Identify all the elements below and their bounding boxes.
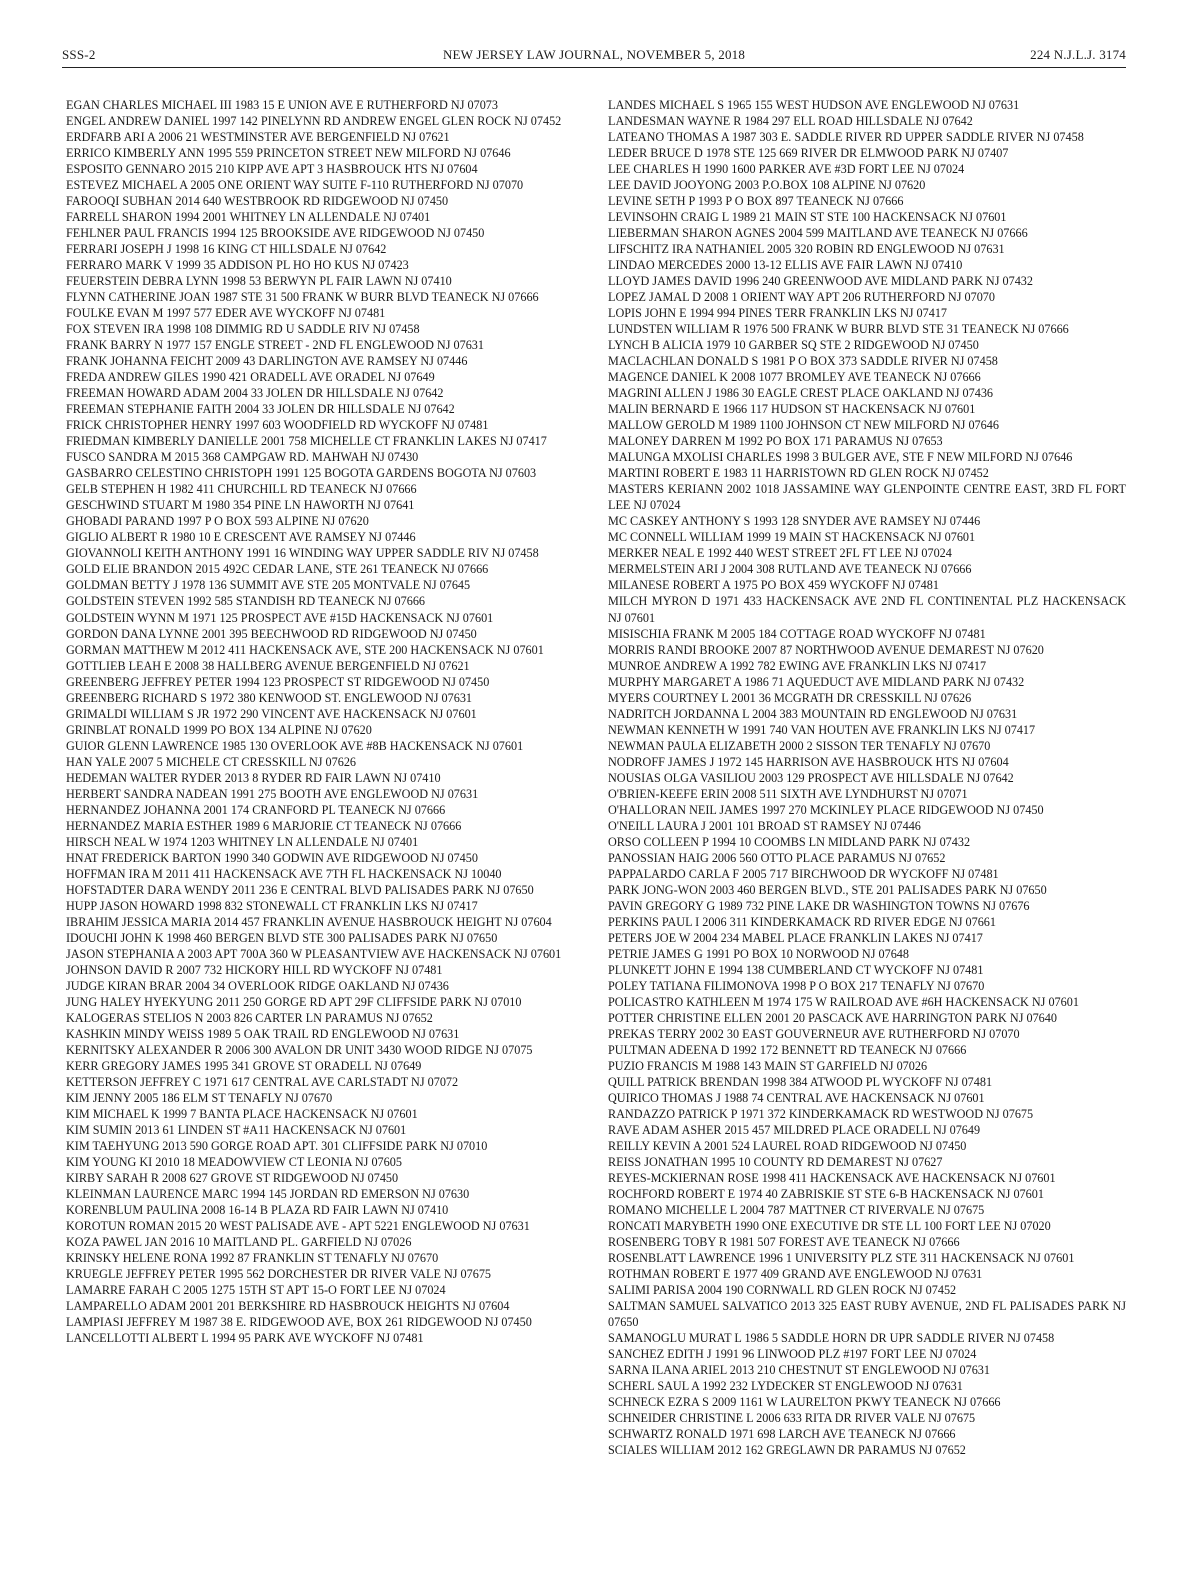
right-column: [608, 97, 1126, 1458]
attorney-entry: NEWMAN KENNETH W 1991 740 VAN HOUTEN AVE FRANKLIN LKS NJ 07417: [608, 722, 1036, 737]
attorney-entry: GASBARRO CELESTINO CHRISTOPH 1991 125 BOGOTA GARDENS BOGOTA NJ 07603: [66, 466, 537, 481]
attorney-entry: PAPPALARDO CARLA F 2005 717 BIRCHWOOD DR WYCKOFF NJ 07481: [608, 866, 999, 881]
attorney-entry: MALIN BERNARD E 1966 117 HUDSON ST HACKENSACK NJ 07601: [608, 402, 976, 417]
attorney-entry: LANDESMAN WAYNE R 1984 297 ELL ROAD HILLSDALE NJ 07642: [608, 114, 973, 129]
attorney-entry: MURPHY MARGARET A 1986 71 AQUEDUCT AVE MIDLAND PARK NJ 07432: [608, 674, 1025, 689]
attorney-entry: GUIOR GLENN LAWRENCE 1985 130 OVERLOOK AVE #8B HACKENSACK NJ 07601: [66, 738, 524, 753]
attorney-entry: MORRIS RANDI BROOKE 2007 87 NORTHWOOD AVENUE DEMAREST NJ 07620: [608, 642, 1044, 657]
attorney-entry: KIM JENNY 2005 186 ELM ST TENAFLY NJ 07670: [66, 1090, 333, 1105]
attorney-entry: LLOYD JAMES DAVID 1996 240 GREENWOOD AVE MIDLAND PARK NJ 07432: [608, 274, 1033, 289]
attorney-entry: GELB STEPHEN H 1982 411 CHURCHILL RD TEANECK NJ 07666: [66, 482, 417, 497]
left-column: [66, 97, 584, 1346]
attorney-entry: KOROTUN ROMAN 2015 20 WEST PALISADE AVE - APT 5221 ENGLEWOOD NJ 07631: [66, 1219, 530, 1234]
attorney-entry: KASHKIN MINDY WEISS 1989 5 OAK TRAIL RD ENGLEWOOD NJ 07631: [66, 1026, 460, 1041]
attorney-entry: ERDFARB ARI A 2006 21 WESTMINSTER AVE BERGENFIELD NJ 07621: [66, 130, 450, 145]
attorney-entry: O'HALLORAN NEIL JAMES 1997 270 MCKINLEY PLACE RIDGEWOOD NJ 07450: [608, 802, 1044, 817]
attorney-entry: PLUNKETT JOHN E 1994 138 CUMBERLAND CT WYCKOFF NJ 07481: [608, 962, 984, 977]
attorney-entry: JUDGE KIRAN BRAR 2004 34 OVERLOOK RIDGE OAKLAND NJ 07436: [66, 978, 449, 993]
citation-label: 224 N.J.L.J. 3174: [1030, 47, 1126, 62]
attorney-entry: SCHERL SAUL A 1992 232 LYDECKER ST ENGLEWOOD NJ 07631: [608, 1379, 963, 1394]
attorney-entry: JOHNSON DAVID R 2007 732 HICKORY HILL RD WYCKOFF NJ 07481: [66, 962, 443, 977]
attorney-entry: MAGENCE DANIEL K 2008 1077 BROMLEY AVE TEANECK NJ 07666: [608, 370, 981, 385]
attorney-entry: HEDEMAN WALTER RYDER 2013 8 RYDER RD FAIR LAWN NJ 07410: [66, 770, 441, 785]
attorney-entry: FLYNN CATHERINE JOAN 1987 STE 31 500 FRANK W BURR BLVD TEANECK NJ 07666: [66, 290, 539, 305]
attorney-entry: ENGEL ANDREW DANIEL 1997 142 PINELYNN RD ANDREW ENGEL GLEN ROCK NJ 07452: [66, 114, 562, 129]
attorney-entry: LEVINSOHN CRAIG L 1989 21 MAIN ST STE 100 HACKENSACK NJ 07601: [608, 210, 1007, 225]
attorney-entry: FERRARI JOSEPH J 1998 16 KING CT HILLSDALE NJ 07642: [66, 242, 387, 257]
attorney-entry: SCHWARTZ RONALD 1971 698 LARCH AVE TEANECK NJ 07666: [608, 1427, 956, 1442]
attorney-entry: FRICK CHRISTOPHER HENRY 1997 603 WOODFIELD RD WYCKOFF NJ 07481: [66, 418, 489, 433]
attorney-entry: IBRAHIM JESSICA MARIA 2014 457 FRANKLIN AVENUE HASBROUCK HEIGHT NJ 07604: [66, 914, 552, 929]
attorney-entry: MISISCHIA FRANK M 2005 184 COTTAGE ROAD WYCKOFF NJ 07481: [608, 626, 986, 641]
attorney-entry: LOPEZ JAMAL D 2008 1 ORIENT WAY APT 206 RUTHERFORD NJ 07070: [608, 290, 995, 305]
attorney-entry: KIM YOUNG KI 2010 18 MEADOWVIEW CT LEONIA NJ 07605: [66, 1155, 402, 1170]
attorney-entry: QUIRICO THOMAS J 1988 74 CENTRAL AVE HACKENSACK NJ 07601: [608, 1090, 985, 1105]
attorney-entry: SALIMI PARISA 2004 190 CORNWALL RD GLEN ROCK NJ 07452: [608, 1283, 957, 1298]
attorney-entry: LEDER BRUCE D 1978 STE 125 669 RIVER DR ELMWOOD PARK NJ 07407: [608, 146, 1009, 161]
attorney-entry: KERNITSKY ALEXANDER R 2006 300 AVALON DR UNIT 3430 WOOD RIDGE NJ 07075: [66, 1042, 533, 1057]
attorney-entry: KERR GREGORY JAMES 1995 341 GROVE ST ORADELL NJ 07649: [66, 1058, 422, 1073]
attorney-entry: HERBERT SANDRA NADEAN 1991 275 BOOTH AVE ENGLEWOOD NJ 07631: [66, 786, 479, 801]
attorney-entry: MYERS COURTNEY L 2001 36 MCGRATH DR CRESSKILL NJ 07626: [608, 690, 972, 705]
attorney-entry: KRUEGLE JEFFREY PETER 1995 562 DORCHESTER DR RIVER VALE NJ 07675: [66, 1267, 492, 1282]
attorney-entry: KALOGERAS STELIOS N 2003 826 CARTER LN PARAMUS NJ 07652: [66, 1010, 433, 1025]
attorney-entry: GOLD ELIE BRANDON 2015 492C CEDAR LANE, STE 261 TEANECK NJ 07666: [66, 562, 489, 577]
attorney-entry: KIM SUMIN 2013 61 LINDEN ST #A11 HACKENSACK NJ 07601: [66, 1123, 407, 1137]
publication-title: NEW JERSEY LAW JOURNAL, NOVEMBER 5, 2018: [442, 47, 746, 62]
attorney-entry: KORENBLUM PAULINA 2008 16-14 B PLAZA RD FAIR LAWN NJ 07410: [66, 1203, 449, 1218]
attorney-entry: SCHNECK EZRA S 2009 1161 W LAURELTON PKWY TEANECK NJ 07666: [608, 1395, 1001, 1410]
attorney-entry: KETTERSON JEFFREY C 1971 617 CENTRAL AVE CARLSTADT NJ 07072: [66, 1074, 459, 1089]
attorney-entry: GOTTLIEB LEAH E 2008 38 HALLBERG AVENUE BERGENFIELD NJ 07621: [66, 658, 470, 673]
attorney-entry: HAN YALE 2007 5 MICHELE CT CRESSKILL NJ 07626: [66, 754, 357, 769]
attorney-entry: MC CONNELL WILLIAM 1999 19 MAIN ST HACKENSACK NJ 07601: [608, 530, 976, 545]
attorney-entry: O'NEILL LAURA J 2001 101 BROAD ST RAMSEY NJ 07446: [608, 818, 921, 833]
attorney-entry: ORSO COLLEEN P 1994 10 COOMBS LN MIDLAND PARK NJ 07432: [608, 834, 971, 849]
attorney-entry: SANCHEZ EDITH J 1991 96 LINWOOD PLZ #197 FORT LEE NJ 07024: [608, 1347, 977, 1362]
attorney-entry: FUSCO SANDRA M 2015 368 CAMPGAW RD. MAHWAH NJ 07430: [66, 450, 419, 465]
attorney-entry: POLICASTRO KATHLEEN M 1974 175 W RAILROAD AVE #6H HACKENSACK NJ 07601: [608, 994, 1079, 1009]
attorney-entry: ESTEVEZ MICHAEL A 2005 ONE ORIENT WAY SUITE F-110 RUTHERFORD NJ 07070: [66, 178, 524, 193]
attorney-entry: MC CASKEY ANTHONY S 1993 128 SNYDER AVE RAMSEY NJ 07446: [608, 514, 981, 529]
attorney-entry: SCIALES WILLIAM 2012 162 GREGLAWN DR PARAMUS NJ 07652: [608, 1443, 966, 1458]
attorney-entry: SAMANOGLU MURAT L 1986 5 SADDLE HORN DR UPR SADDLE RIVER NJ 07458: [608, 1331, 1055, 1346]
attorney-entry: RAVE ADAM ASHER 2015 457 MILDRED PLACE ORADELL NJ 07649: [608, 1123, 981, 1137]
attorney-entry: NOUSIAS OLGA VASILIOU 2003 129 PROSPECT AVE HILLSDALE NJ 07642: [608, 770, 1014, 785]
attorney-entry: MALLOW GEROLD M 1989 1100 JOHNSON CT NEW MILFORD NJ 07646: [608, 418, 999, 433]
attorney-entry: PARK JONG-WON 2003 460 BERGEN BLVD., STE 201 PALISADES PARK NJ 07650: [608, 882, 1047, 897]
attorney-entry: MUNROE ANDREW A 1992 782 EWING AVE FRANKLIN LKS NJ 07417: [608, 658, 987, 673]
attorney-entry: PAVIN GREGORY G 1989 732 PINE LAKE DR WASHINGTON TOWNS NJ 07676: [608, 898, 1030, 913]
attorney-entry: ROCHFORD ROBERT E 1974 40 ZABRISKIE ST STE 6-B HACKENSACK NJ 07601: [608, 1187, 1044, 1202]
attorney-entry: LINDAO MERCEDES 2000 13-12 ELLIS AVE FAIR LAWN NJ 07410: [608, 258, 963, 273]
attorney-entry: MAGRINI ALLEN J 1986 30 EAGLE CREST PLACE OAKLAND NJ 07436: [608, 386, 994, 401]
attorney-entry: GOLDSTEIN WYNN M 1971 125 PROSPECT AVE #15D HACKENSACK NJ 07601: [66, 610, 494, 625]
attorney-entry: PERKINS PAUL I 2006 311 KINDERKAMACK RD RIVER EDGE NJ 07661: [608, 914, 996, 929]
attorney-entry: POLEY TATIANA FILIMONOVA 1998 P O BOX 217 TENAFLY NJ 07670: [608, 978, 985, 993]
attorney-entry: LOPIS JOHN E 1994 994 PINES TERR FRANKLIN LKS NJ 07417: [608, 306, 948, 321]
attorney-entry: LIFSCHITZ IRA NATHANIEL 2005 320 ROBIN RD ENGLEWOOD NJ 07631: [608, 242, 1005, 257]
attorney-entry: REISS JONATHAN 1995 10 COUNTY RD DEMAREST NJ 07627: [608, 1155, 943, 1170]
attorney-entry: GREENBERG JEFFREY PETER 1994 123 PROSPECT ST RIDGEWOOD NJ 07450: [66, 674, 490, 689]
attorney-entry: FEHLNER PAUL FRANCIS 1994 125 BROOKSIDE AVE RIDGEWOOD NJ 07450: [66, 226, 485, 241]
attorney-entry: GORDON DANA LYNNE 2001 395 BEECHWOOD RD RIDGEWOOD NJ 07450: [66, 626, 477, 641]
attorney-entry: FRANK JOHANNA FEICHT 2009 43 DARLINGTON AVE RAMSEY NJ 07446: [66, 354, 468, 369]
attorney-entry: HERNANDEZ MARIA ESTHER 1989 6 MARJORIE CT TEANECK NJ 07666: [66, 818, 462, 833]
attorney-entry: KLEINMAN LAURENCE MARC 1994 145 JORDAN RD EMERSON NJ 07630: [66, 1187, 470, 1202]
attorney-entry: LAMARRE FARAH C 2005 1275 15TH ST APT 15-O FORT LEE NJ 07024: [66, 1283, 446, 1298]
attorney-entry: LATEANO THOMAS A 1987 303 E. SADDLE RIVER RD UPPER SADDLE RIVER NJ 07458: [608, 130, 1084, 145]
attorney-entry: ESPOSITO GENNARO 2015 210 KIPP AVE APT 3 HASBROUCK HTS NJ 07604: [66, 162, 478, 177]
attorney-entry: KRINSKY HELENE RONA 1992 87 FRANKLIN ST TENAFLY NJ 07670: [66, 1251, 439, 1266]
attorney-entry: GIGLIO ALBERT R 1980 10 E CRESCENT AVE RAMSEY NJ 07446: [66, 530, 416, 545]
attorney-entry: RANDAZZO PATRICK P 1971 372 KINDERKAMACK RD WESTWOOD NJ 07675: [608, 1106, 1034, 1121]
attorney-entry: GREENBERG RICHARD S 1972 380 KENWOOD ST. ENGLEWOOD NJ 07631: [66, 690, 473, 705]
attorney-entry: IDOUCHI JOHN K 1998 460 BERGEN BLVD STE 300 PALISADES PARK NJ 07650: [66, 930, 498, 945]
attorney-entry: HUPP JASON HOWARD 1998 832 STONEWALL CT FRANKLIN LKS NJ 07417: [66, 898, 478, 913]
attorney-entry: GOLDMAN BETTY J 1978 136 SUMMIT AVE STE 205 MONTVALE NJ 07645: [66, 578, 471, 593]
attorney-entry: FRIEDMAN KIMBERLY DANIELLE 2001 758 MICHELLE CT FRANKLIN LAKES NJ 07417: [66, 434, 547, 449]
page-header: [62, 47, 1126, 68]
attorney-entry: KIRBY SARAH R 2008 627 GROVE ST RIDGEWOOD NJ 07450: [66, 1171, 399, 1186]
attorney-entry: EGAN CHARLES MICHAEL III 1983 15 E UNION AVE E RUTHERFORD NJ 07073: [66, 98, 498, 112]
attorney-entry: GORMAN MATTHEW M 2012 411 HACKENSACK AVE, STE 200 HACKENSACK NJ 07601: [66, 642, 544, 657]
attorney-entry: FRANK BARRY N 1977 157 ENGLE STREET - 2ND FL ENGLEWOOD NJ 07631: [66, 338, 484, 353]
attorney-entry: HOFFMAN IRA M 2011 411 HACKENSACK AVE 7TH FL HACKENSACK NJ 10040: [66, 866, 502, 881]
attorney-entry: PREKAS TERRY 2002 30 EAST GOUVERNEUR AVE RUTHERFORD NJ 07070: [608, 1026, 1020, 1041]
attorney-entry: NADRITCH JORDANNA L 2004 383 MOUNTAIN RD ENGLEWOOD NJ 07631: [608, 706, 1018, 721]
attorney-entry: FOX STEVEN IRA 1998 108 DIMMIG RD U SADDLE RIV NJ 07458: [66, 322, 420, 337]
attorney-entry: MERMELSTEIN ARI J 2004 308 RUTLAND AVE TEANECK NJ 07666: [608, 562, 972, 577]
attorney-entry: NODROFF JAMES J 1972 145 HARRISON AVE HASBROUCK HTS NJ 07604: [608, 754, 1009, 769]
attorney-entry: GOLDSTEIN STEVEN 1992 585 STANDISH RD TEANECK NJ 07666: [66, 594, 426, 609]
attorney-entry: QUILL PATRICK BRENDAN 1998 384 ATWOOD PL WYCKOFF NJ 07481: [608, 1074, 993, 1089]
attorney-entry: ERRICO KIMBERLY ANN 1995 559 PRINCETON STREET NEW MILFORD NJ 07646: [66, 146, 511, 161]
attorney-entry: FREEMAN STEPHANIE FAITH 2004 33 JOLEN DR HILLSDALE NJ 07642: [66, 402, 455, 417]
attorney-entry: GIOVANNOLI KEITH ANTHONY 1991 16 WINDING WAY UPPER SADDLE RIV NJ 07458: [66, 546, 539, 561]
attorney-entry: REILLY KEVIN A 2001 524 LAUREL ROAD RIDGEWOOD NJ 07450: [608, 1139, 967, 1154]
attorney-entry: LYNCH B ALICIA 1979 10 GARBER SQ STE 2 RIDGEWOOD NJ 07450: [608, 338, 979, 353]
attorney-entry: MERKER NEAL E 1992 440 WEST STREET 2FL FT LEE NJ 07024: [608, 546, 952, 561]
attorney-entry: HOFSTADTER DARA WENDY 2011 236 E CENTRAL BLVD PALISADES PARK NJ 07650: [66, 882, 534, 897]
attorney-entry: PETRIE JAMES G 1991 PO BOX 10 NORWOOD NJ 07648: [608, 946, 909, 961]
attorney-entry: ROSENBERG TOBY R 1981 507 FOREST AVE TEANECK NJ 07666: [608, 1235, 960, 1250]
attorney-entry: NEWMAN PAULA ELIZABETH 2000 2 SISSON TER TENAFLY NJ 07670: [608, 738, 991, 753]
attorney-entry: LANDES MICHAEL S 1965 155 WEST HUDSON AVE ENGLEWOOD NJ 07631: [608, 98, 1020, 112]
attorney-entry: ROTHMAN ROBERT E 1977 409 GRAND AVE ENGLEWOOD NJ 07631: [608, 1267, 983, 1282]
attorney-entry: LUNDSTEN WILLIAM R 1976 500 FRANK W BURR BLVD STE 31 TEANECK NJ 07666: [608, 322, 1069, 337]
attorney-entry: HIRSCH NEAL W 1974 1203 WHITNEY LN ALLENDALE NJ 07401: [66, 834, 419, 849]
attorney-entry: HNAT FREDERICK BARTON 1990 340 GODWIN AVE RIDGEWOOD NJ 07450: [66, 850, 478, 865]
attorney-entry: SARNA ILANA ARIEL 2013 210 CHESTNUT ST ENGLEWOOD NJ 07631: [608, 1363, 990, 1378]
attorney-entry: POTTER CHRISTINE ELLEN 2001 20 PASCACK AVE HARRINGTON PARK NJ 07640: [608, 1010, 1057, 1025]
attorney-entry: REYES-MCKIERNAN ROSE 1998 411 HACKENSACK AVE HACKENSACK NJ 07601: [608, 1171, 1056, 1186]
attorney-entry: GRINBLAT RONALD 1999 PO BOX 134 ALPINE NJ 07620: [66, 722, 372, 737]
attorney-entry: ROMANO MICHELLE L 2004 787 MATTNER CT RIVERVALE NJ 07675: [608, 1203, 985, 1218]
attorney-entry: LANCELLOTTI ALBERT L 1994 95 PARK AVE WYCKOFF NJ 07481: [66, 1331, 424, 1346]
attorney-entry: PUZIO FRANCIS M 1988 143 MAIN ST GARFIELD NJ 07026: [608, 1058, 928, 1073]
attorney-entry: PULTMAN ADEENA D 1992 172 BENNETT RD TEANECK NJ 07666: [608, 1042, 967, 1057]
attorney-entry: MASTERS KERIANN 2002 1018 JASSAMINE WAY GLENPOINTE CENTRE EAST, 3RD FL FORT LEE NJ 07024: [608, 482, 1126, 513]
attorney-entry: FARRELL SHARON 1994 2001 WHITNEY LN ALLENDALE NJ 07401: [66, 210, 431, 225]
attorney-entry: RONCATI MARYBETH 1990 ONE EXECUTIVE DR STE LL 100 FORT LEE NJ 07020: [608, 1219, 1051, 1234]
attorney-entry: FREEMAN HOWARD ADAM 2004 33 JOLEN DR HILLSDALE NJ 07642: [66, 386, 444, 401]
attorney-entry: FEUERSTEIN DEBRA LYNN 1998 53 BERWYN PL FAIR LAWN NJ 07410: [66, 274, 452, 289]
attorney-entry: LAMPARELLO ADAM 2001 201 BERKSHIRE RD HASBROUCK HEIGHTS NJ 07604: [66, 1299, 510, 1314]
attorney-entry: SCHNEIDER CHRISTINE L 2006 633 RITA DR RIVER VALE NJ 07675: [608, 1411, 976, 1426]
attorney-entry: PETERS JOE W 2004 234 MABEL PLACE FRANKLIN LAKES NJ 07417: [608, 930, 983, 945]
attorney-entry: LEVINE SETH P 1993 P O BOX 897 TEANECK NJ 07666: [608, 194, 904, 209]
attorney-entry: JASON STEPHANIA A 2003 APT 700A 360 W PLEASANTVIEW AVE HACKENSACK NJ 07601: [66, 946, 562, 961]
attorney-entry: FAROOQI SUBHAN 2014 640 WESTBROOK RD RIDGEWOOD NJ 07450: [66, 194, 449, 209]
attorney-entry: FREDA ANDREW GILES 1990 421 ORADELL AVE ORADEL NJ 07649: [66, 370, 435, 385]
attorney-entry: JUNG HALEY HYEKYUNG 2011 250 GORGE RD APT 29F CLIFFSIDE PARK NJ 07010: [66, 994, 522, 1009]
attorney-entry: LIEBERMAN SHARON AGNES 2004 599 MAITLAND AVE TEANECK NJ 07666: [608, 226, 1028, 241]
attorney-entry: FERRARO MARK V 1999 35 ADDISON PL HO HO KUS NJ 07423: [66, 258, 409, 273]
attorney-entry: MACLACHLAN DONALD S 1981 P O BOX 373 SADDLE RIVER NJ 07458: [608, 354, 998, 369]
attorney-entry: KOZA PAWEL JAN 2016 10 MAITLAND PL. GARFIELD NJ 07026: [66, 1235, 412, 1250]
attorney-entry: MILANESE ROBERT A 1975 PO BOX 459 WYCKOFF NJ 07481: [608, 578, 939, 593]
attorney-entry: MALUNGA MXOLISI CHARLES 1998 3 BULGER AVE, STE F NEW MILFORD NJ 07646: [608, 450, 1073, 465]
attorney-entry: PANOSSIAN HAIG 2006 560 OTTO PLACE PARAMUS NJ 07652: [608, 850, 946, 865]
attorney-entry: GHOBADI PARAND 1997 P O BOX 593 ALPINE NJ 07620: [66, 514, 369, 529]
attorney-entry: MILCH MYRON D 1971 433 HACKENSACK AVE 2ND FL CONTINENTAL PLZ HACKENSACK NJ 07601: [608, 594, 1126, 625]
section-page-label: SSS-2: [62, 47, 96, 62]
attorney-entry: FOULKE EVAN M 1997 577 EDER AVE WYCKOFF NJ 07481: [66, 306, 386, 321]
attorney-entry: LAMPIASI JEFFREY M 1987 38 E. RIDGEWOOD AVE, BOX 261 RIDGEWOOD NJ 07450: [66, 1315, 532, 1330]
attorney-entry: HERNANDEZ JOHANNA 2001 174 CRANFORD PL TEANECK NJ 07666: [66, 802, 446, 817]
attorney-entry: KIM TAEHYUNG 2013 590 GORGE ROAD APT. 301 CLIFFSIDE PARK NJ 07010: [66, 1139, 488, 1154]
attorney-entry: LEE DAVID JOOYONG 2003 P.O.BOX 108 ALPINE NJ 07620: [608, 178, 926, 193]
attorney-entry: MARTINI ROBERT E 1983 11 HARRISTOWN RD GLEN ROCK NJ 07452: [608, 466, 989, 481]
attorney-entry: ROSENBLATT LAWRENCE 1996 1 UNIVERSITY PLZ STE 311 HACKENSACK NJ 07601: [608, 1251, 1075, 1266]
attorney-entry: LEE CHARLES H 1990 1600 PARKER AVE #3D FORT LEE NJ 07024: [608, 162, 965, 177]
attorney-entry: GRIMALDI WILLIAM S JR 1972 290 VINCENT AVE HACKENSACK NJ 07601: [66, 706, 477, 721]
attorney-entry: O'BRIEN-KEEFE ERIN 2008 511 SIXTH AVE LYNDHURST NJ 07071: [608, 786, 968, 801]
attorney-entry: GESCHWIND STUART M 1980 354 PINE LN HAWORTH NJ 07641: [66, 498, 415, 513]
attorney-entry: KIM MICHAEL K 1999 7 BANTA PLACE HACKENSACK NJ 07601: [66, 1106, 418, 1121]
attorney-entry: MALONEY DARREN M 1992 PO BOX 171 PARAMUS NJ 07653: [608, 434, 943, 449]
attorney-entry: SALTMAN SAMUEL SALVATICO 2013 325 EAST RUBY AVENUE, 2ND FL PALISADES PARK NJ 07650: [608, 1299, 1126, 1330]
